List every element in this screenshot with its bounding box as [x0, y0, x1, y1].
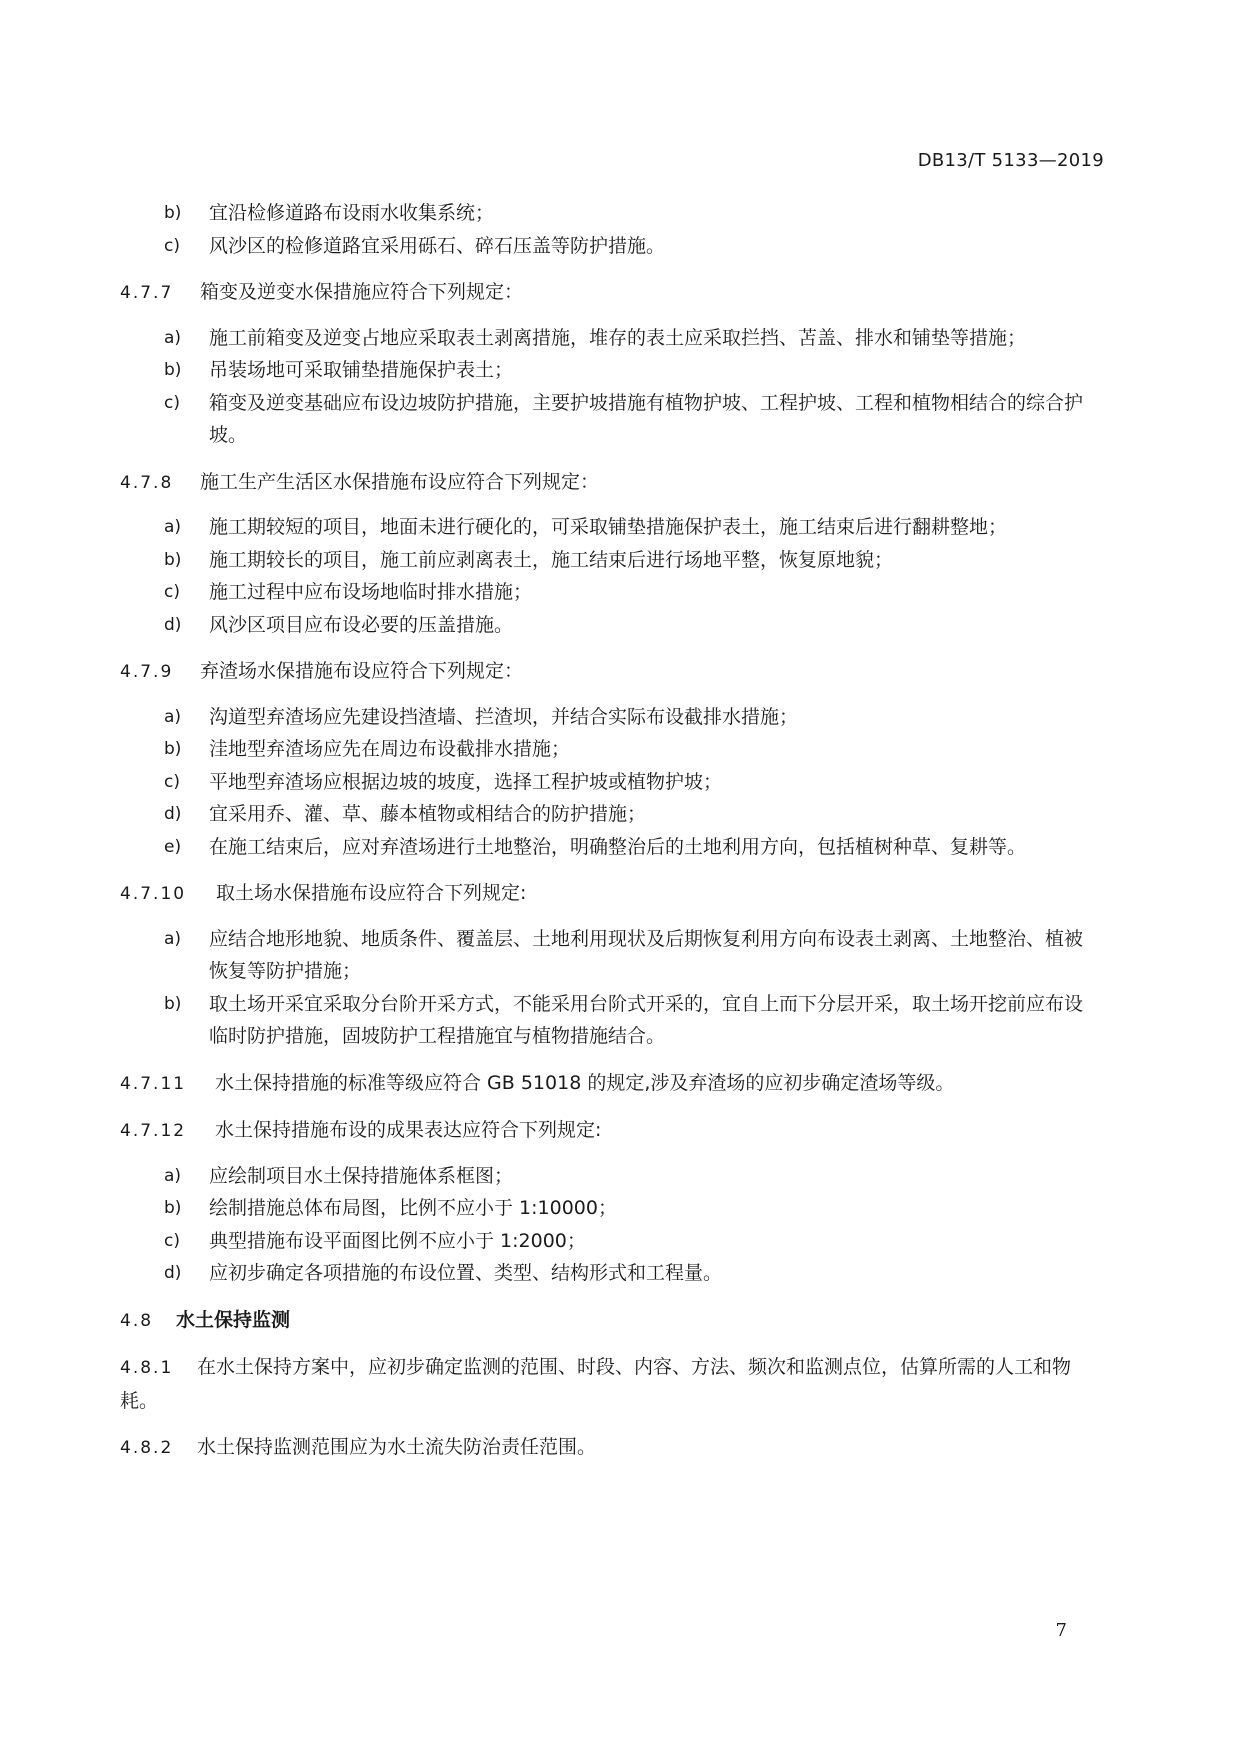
list-item: [120, 511, 1095, 544]
item-label: b): [164, 360, 182, 380]
item-label: c): [164, 771, 180, 792]
item-text: 洼地型弃渣场应先在周边布设截排水措施；: [209, 738, 571, 760]
document-body: [120, 197, 1095, 1465]
clause-text: 施工生产生活区水保措施布设应符合下列规定：: [200, 470, 600, 493]
list-item: [120, 322, 1095, 355]
item-text: 风沙区的检修道路宜采用砾石、碎石压盖等防护措施。: [209, 234, 666, 257]
item-label: d): [164, 804, 182, 824]
section-title: 水土保持监测: [176, 1308, 291, 1331]
clause-4-8-2: [120, 1431, 1095, 1465]
clause-4-7-12-list: [120, 1160, 1095, 1290]
clause-number: 4.7.12: [120, 1121, 187, 1141]
item-text: 施工过程中应布设场地临时排水措施；: [209, 581, 533, 603]
item-label: b): [164, 739, 182, 759]
list-item: [120, 1192, 1095, 1225]
clause-4-7-9-list: [120, 701, 1095, 864]
clause-4-7-8: [120, 466, 1095, 500]
clause-number: 4.7.9: [120, 662, 174, 682]
clause-4-7-11: [120, 1067, 1095, 1101]
item-text: 风沙区项目应布设必要的压盖措施。: [209, 613, 514, 636]
section-4-8-heading: [120, 1304, 1095, 1338]
item-text: 应绘制项目水土保持措施体系框图；: [209, 1164, 514, 1187]
item-label: b): [164, 1198, 182, 1218]
clause-4-7-7-list: [120, 322, 1095, 452]
item-label: d): [164, 614, 182, 635]
item-label: a): [164, 327, 182, 348]
item-label: a): [164, 706, 182, 727]
clause-number: 4.8.2: [120, 1438, 174, 1458]
item-text: 施工期较长的项目，施工前应剥离表土，施工结束后进行场地平整，恢复原地貌；: [209, 548, 894, 571]
item-label: a): [164, 1165, 182, 1186]
item-text: 取土场开采宜采取分台阶开采方式，不能采用台阶式开采的，宜自上而下分层开采，取土场开挖前应布设临时防护措施，固坡防护工程措施宜与植物措施结合。: [209, 992, 1084, 1047]
clause-text: 箱变及逆变水保措施应符合下列规定：: [200, 281, 524, 303]
list-item: [120, 923, 1095, 988]
item-text: 应结合地形地貌、地质条件、覆盖层、土地利用现状及后期恢复利用方向布设表土剥离、土地整治、植被恢复等防护措施；: [209, 927, 1084, 982]
item-label: b): [164, 203, 182, 223]
item-label: a): [164, 928, 182, 949]
item-label: b): [164, 993, 182, 1014]
page-number: 7: [1055, 1620, 1067, 1641]
list-item: [120, 798, 1095, 831]
list-item: [120, 1225, 1095, 1258]
item-text: 吊装场地可采取铺垫措施保护表土；: [209, 359, 514, 381]
list-item: [120, 197, 1095, 230]
list-item: [120, 1160, 1095, 1193]
clause-text: 水土保持监测范围应为水土流失防治责任范围。: [197, 1436, 597, 1458]
item-text: 绘制措施总体布局图，比例不应小于 1:10000；: [209, 1197, 617, 1219]
list-item: [120, 354, 1095, 387]
item-label: c): [164, 392, 180, 413]
clause-number: 4.7.8: [120, 472, 174, 493]
continued-list: [120, 197, 1095, 262]
clause-text: 水土保持措施布设的成果表达应符合下列规定:: [215, 1119, 602, 1141]
clause-4-7-7: [120, 276, 1095, 310]
item-label: c): [164, 235, 180, 256]
clause-4-7-10-list: [120, 923, 1095, 1053]
list-item: [120, 609, 1095, 642]
clause-4-7-8-list: [120, 511, 1095, 641]
clause-text: 弃渣场水保措施布设应符合下列规定：: [200, 660, 524, 682]
clause-number: 4.7.10: [120, 884, 187, 904]
clause-text: 取土场水保措施布设应符合下列规定:: [216, 882, 527, 904]
item-label: e): [164, 836, 182, 857]
list-item: [120, 831, 1095, 864]
item-text: 施工前箱变及逆变占地应采取表土剥离措施，堆存的表土应采取拦挡、苫盖、排水和铺垫等措施；: [209, 326, 1027, 349]
item-text: 典型措施布设平面图比例不应小于 1:2000；: [209, 1229, 586, 1252]
item-text: 箱变及逆变基础应布设边坡防护措施，主要护坡措施有植物护坡、工程护坡、工程和植物相结合的综合护坡。: [209, 391, 1084, 446]
clause-4-8-1: [120, 1351, 1095, 1417]
clause-4-7-10: [120, 877, 1095, 911]
clause-text: 在水土保持方案中，应初步确定监测的范围、时段、内容、方法、频次和监测点位，估算所需的人工和物耗。: [120, 1356, 1072, 1412]
document-code-header: DB13/T 5133—2019: [917, 150, 1104, 171]
list-item: [120, 387, 1095, 452]
clause-text: 水土保持措施的标准等级应符合 GB 51018 的规定,涉及弃渣场的应初步确定渣场等级。: [215, 1071, 955, 1094]
item-text: 应初步确定各项措施的布设位置、类型、结构形式和工程量。: [209, 1262, 723, 1284]
item-label: c): [164, 1230, 180, 1251]
clause-4-7-9: [120, 655, 1095, 689]
item-label: c): [164, 582, 180, 602]
item-text: 在施工结束后，应对弃渣场进行土地整治，明确整治后的土地利用方向，包括植树种草、复耕等。: [209, 835, 1027, 858]
clause-4-7-12: [120, 1114, 1095, 1148]
list-item: [120, 701, 1095, 734]
item-label: b): [164, 549, 182, 570]
list-item: [120, 1257, 1095, 1290]
item-text: 平地型弃渣场应根据边坡的坡度，选择工程护坡或植物护坡；: [209, 770, 723, 793]
clause-number: 4.7.7: [120, 283, 174, 303]
list-item: [120, 733, 1095, 766]
list-item: [120, 230, 1095, 263]
item-label: a): [164, 517, 182, 537]
section-number: 4.8: [120, 1310, 154, 1331]
item-text: 施工期较短的项目，地面未进行硬化的，可采取铺垫措施保护表土，施工结束后进行翻耕整地；: [209, 516, 1008, 538]
item-text: 沟道型弃渣场应先建设挡渣墙、拦渣坝，并结合实际布设截排水措施；: [209, 705, 799, 728]
item-label: d): [164, 1263, 182, 1283]
item-text: 宜采用乔、灌、草、藤本植物或相结合的防护措施；: [209, 803, 647, 825]
list-item: [120, 544, 1095, 577]
list-item: [120, 766, 1095, 799]
clause-number: 4.8.1: [120, 1358, 174, 1378]
clause-number: 4.7.11: [120, 1073, 187, 1094]
item-text: 宜沿检修道路布设雨水收集系统；: [209, 202, 495, 224]
list-item: [120, 576, 1095, 609]
list-item: [120, 988, 1095, 1053]
